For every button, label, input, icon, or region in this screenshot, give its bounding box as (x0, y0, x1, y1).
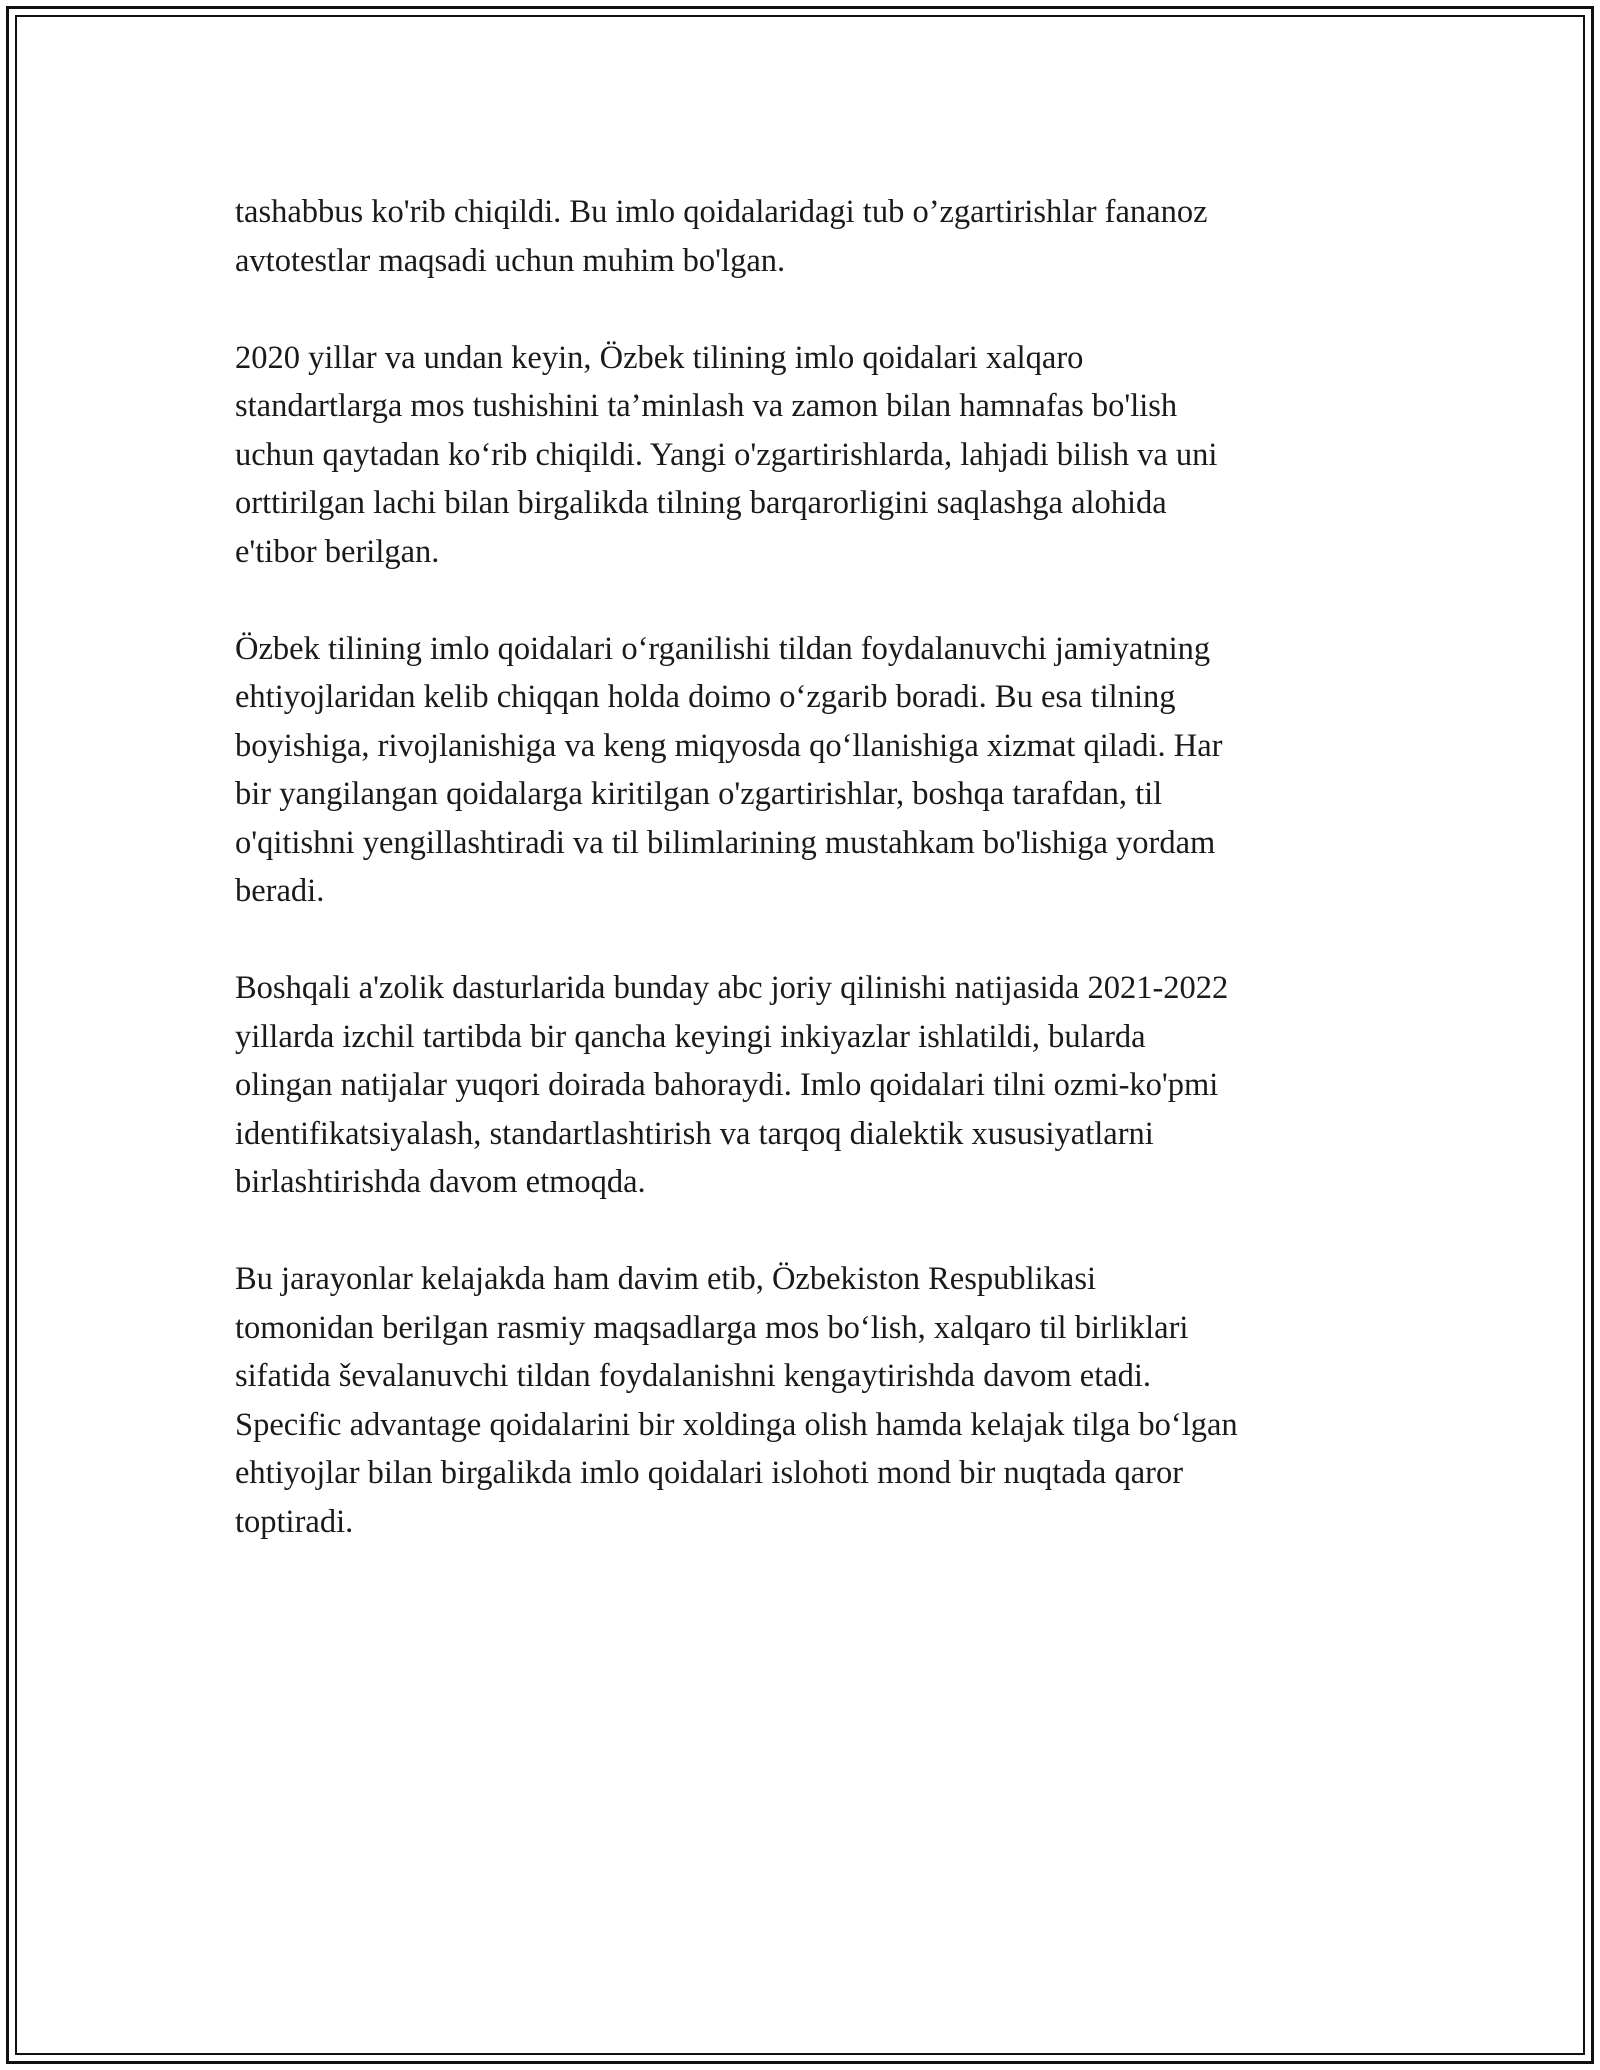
paragraph-3: Özbek tilining imlo qoidalari o‘rganilishi tildan foydalanuvchi jamiyatning ehtiyojlaridan kelib chiqqan holda doimo o‘zgarib boradi. Bu esa tilning boyishiga, rivojlanishiga va keng miqyosda qo‘llanishiga xizmat qiladi. Har bir yangilangan qoidalarga kiritilgan o'zgartirishlar, boshqa tarafdan, til o'qitishni yengillashtiradi va til bilimlarining mustahkam bo'lishiga yordam beradi. (235, 630, 1223, 909)
paragraph-4: Boshqali a'zolik dasturlarida bunday abc joriy qilinishi natijasida 2021-2022 yillarda izchil tartibda bir qancha keyingi inkiyazlar ishlatildi, bularda olingan natijalar yuqori doirada bahoraydi. Imlo qoidalari tilni ozmi-ko'pmi identifikatsiyalash, standartlashtirish va tarqoq dialektik xususiyatlarni birlashtirishda davom etmoqda. (235, 970, 1229, 1200)
document-body (235, 188, 1365, 1595)
paragraph-1: tashabbus ko'rib chiqildi. Bu imlo qoidalaridagi tub o’zgartirishlar fananoz avtotestlar maqsadi uchun muhim bo'lgan. (235, 194, 1208, 279)
paragraph-5: Bu jarayonlar kelajakda ham davim etib, Özbekiston Respublikasi tomonidan berilgan rasmiy maqsadlarga mos bo‘lish, xalqaro til birliklari sifatida ševalanuvchi tildan foydalanishni kengaytirishda davom etadi. Specific advantage qoidalarini bir xoldinga olish hamda kelajak tilga bo‘lgan ehtiyojlar bilan birgalikda imlo qoidalari islohoti mond bir nuqtada qaror toptiradi. (235, 1261, 1238, 1540)
paragraph-2: 2020 yillar va undan keyin, Özbek tilining imlo qoidalari xalqaro standartlarga mos tushishini ta’minlash va zamon bilan hamnafas bo'lish uchun qaytadan ko‘rib chiqildi. Yangi o'zgartirishlarda, lahjadi bilish va uni orttirilgan lachi bilan birgalikda tilning barqarorligini saqlashga alohida e'tibor berilgan. (235, 339, 1218, 570)
